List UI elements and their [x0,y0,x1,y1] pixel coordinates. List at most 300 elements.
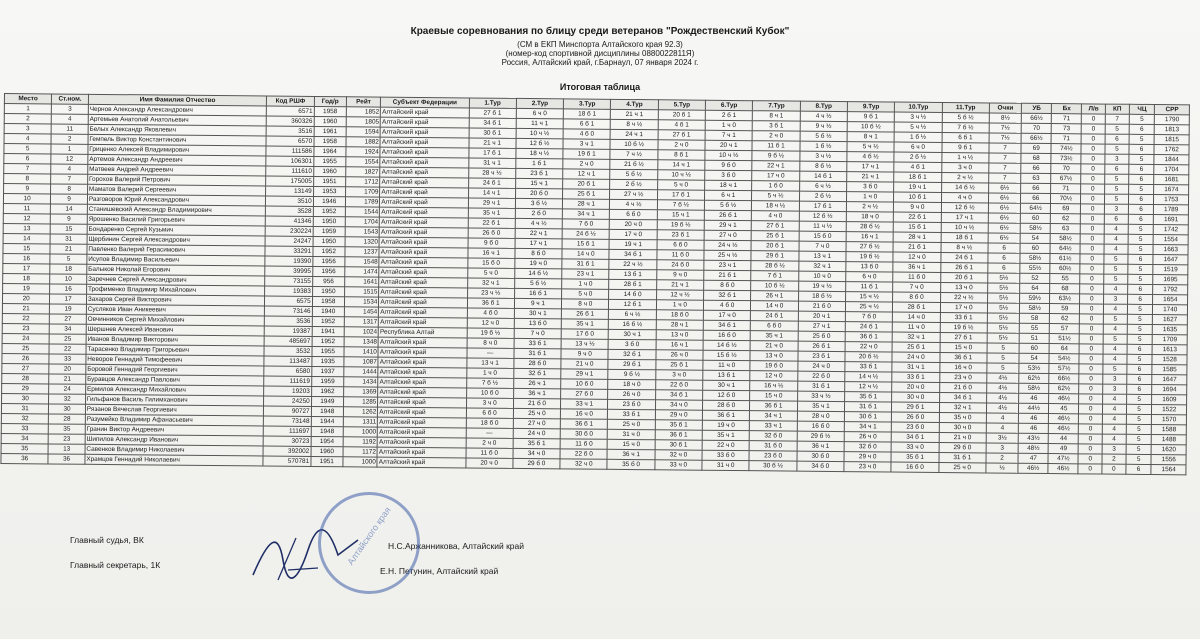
table-cell: 9 б ½ [608,369,655,379]
table-cell: 51½ [1049,334,1079,344]
table-cell: 57 [1050,324,1080,334]
table-cell: 30 б 1 [655,440,702,450]
table-cell: Алтайский край [377,447,465,458]
table-cell: 28 б ½ [846,222,893,232]
table-cell: 1548 [345,257,380,267]
table-cell: 46½ [1049,394,1079,404]
table-cell: 46½ [1018,463,1048,473]
table-cell: 64½ [1050,244,1080,254]
table-cell: 31 [50,234,87,244]
table-cell: 28 б 1 [893,302,940,312]
table-cell: 1961 [314,126,346,136]
table-cell: Алтайский край [380,167,468,178]
table-cell: 21 [2,303,49,313]
table-cell: 6 [988,243,1020,253]
table-cell: 10 ч ½ [941,222,988,232]
table-cell: 8 ч 0 [562,299,609,309]
table-cell: 1960 [314,116,346,126]
table-cell: 3 ч 1 [563,139,610,149]
table-cell: 1949 [311,396,343,406]
table-cell: 5 ч ½ [752,191,799,201]
table-cell: 6580 [264,366,311,376]
table-cell: 14 [3,233,50,243]
table-cell: 8 б 0 [893,292,940,302]
table-cell: 5 [1103,334,1127,344]
table-cell: 16 ч 1 [467,248,514,258]
table-cell: 8½ [989,113,1021,123]
table-cell: 1522 [1152,405,1187,415]
table-cell: 30 б 1 [844,412,891,422]
table-cell: Алтайский край [377,437,465,448]
table-cell: 18 ч ½ [752,201,799,211]
table-cell: Шипилов Александр Иванович [85,434,264,446]
table-cell: Алтайский край [380,177,468,188]
table-cell: 0 [1102,464,1126,474]
table-cell: Ярошенко Василий Григорьевич [87,214,266,226]
table-cell: 14 ч 1 [658,160,705,170]
table-cell: 62 [1051,214,1081,224]
table-cell: 11 б 1 [752,141,799,151]
table-cell: 111586 [266,146,313,156]
table-cell: 32 ч 0 [655,450,702,460]
table-cell: 5½ [988,283,1020,293]
table-cell: 6 [1126,374,1152,384]
table-cell: 6 [1128,174,1154,184]
table-cell: 19 б ½ [657,220,704,230]
table-cell: 32 ч 0 [560,459,607,469]
table-cell: Алтайский край [379,277,467,288]
table-cell: 17 б 0 [561,329,608,339]
table-cell: 32 б 0 [844,442,891,452]
table-cell: 15 ч 1 [515,178,562,188]
table-cell: 4 [1104,234,1128,244]
table-cell: 36 ч 1 [893,262,940,272]
table-cell: 41346 [266,216,313,226]
table-cell: Алтайский край [379,247,467,258]
table-cell: 1935 [312,356,344,366]
table-cell: 5 [987,363,1019,373]
table-cell: 0 [1078,464,1102,474]
table-cell: 15 б 0 [467,258,514,268]
table-cell: 7 ч 0 [799,241,846,251]
table-cell: Алтайский край [378,397,466,408]
table-cell: 5 [1127,274,1153,284]
table-cell: Заречнев Сергей Александрович [87,274,266,286]
table-cell: 21 ч 1 [611,109,658,119]
table-cell: 20 б 1 [563,179,610,189]
table-cell: Трофименко Владимир Михайлович [86,284,265,296]
table-cell: 22 [2,313,49,323]
table-cell: 1564 [1151,465,1186,475]
table-cell: 7 б 0 [562,219,609,229]
table-cell: 0 [1081,194,1105,204]
table-cell: Алтайский край [378,367,466,378]
table-cell: 33 [1,423,48,433]
table-cell: 6 [1128,214,1154,224]
table-cell: 3 [1104,204,1128,214]
table-cell: 6 [1126,384,1152,394]
table-cell: 15 ч 0 [940,342,987,352]
table-cell: 25 б 1 [751,231,798,241]
table-cell: 11 ч 0 [703,360,750,370]
table-cell: 1959 [311,376,343,386]
table-cell: 19 ч 1 [609,239,656,249]
table-cell: 32 ч 1 [892,332,939,342]
table-cell: 1964 [314,146,346,156]
table-cell: 39995 [265,266,312,276]
table-cell: 1641 [345,277,380,287]
subtitle-line: (номер-код спортивной дисциплины 0880022811Я) [505,49,695,58]
table-cell: 22 б 0 [797,371,844,381]
table-cell: 27 ч 0 [513,418,560,428]
table-cell: 1709 [345,187,380,197]
column-header: 5.Тур [658,100,705,110]
table-cell: 1 ч 0 [466,368,513,378]
table-cell: 32 ч 1 [467,278,514,288]
table-cell: 3528 [266,206,313,216]
column-header: 6.Тур [705,100,752,110]
table-cell: 9 [51,194,88,204]
table-cell: 9 б 1 [847,112,894,122]
column-header: УБ [1022,103,1052,113]
table-cell: 5½ [988,273,1020,283]
table-cell: 0 [1078,444,1102,454]
table-cell: 5 [1127,334,1153,344]
table-cell: 20 б 1 [940,272,987,282]
table-cell: 68 [1050,284,1080,294]
table-cell: 6 [1129,144,1155,154]
table-cell: 1951 [313,176,345,186]
table-cell: 14 б ½ [941,183,988,193]
table-cell: 5 [1104,254,1128,264]
table-cell: 17 ч 1 [515,238,562,248]
table-cell: 6 б 0 [610,209,657,219]
table-cell: 90727 [264,406,311,416]
table-cell: 3½ [986,433,1018,443]
table-cell: 30 [2,393,49,403]
table-cell: 28 б ½ [751,261,798,271]
table-cell: 5 [1127,314,1153,324]
table-cell: 14 б ½ [703,340,750,350]
table-cell: 19203 [264,386,311,396]
table-cell: 4 б 0 [563,129,610,139]
table-cell: Бондаренко Сергей Кузьмич [87,224,266,236]
table-cell: 4 б 0 [704,300,751,310]
table-cell: 956 [312,276,344,286]
table-cell: 16 ч 1 [846,232,893,242]
table-cell: 1311 [343,417,378,427]
table-cell: 4 [1103,304,1127,314]
column-header: Субъект Федерации [381,97,469,108]
table-cell: 13 [48,444,85,454]
table-cell: 25 б 1 [563,189,610,199]
table-cell: Иванов Владимир Викторович [86,334,265,346]
table-cell: 35 б 1 [655,420,702,430]
table-cell: Алтайский край [378,337,466,348]
table-cell: 1789 [345,197,380,207]
table-cell: 28 ч 1 [563,199,610,209]
table-cell: 1955 [312,346,344,356]
table-cell: 19383 [265,286,312,296]
table-cell: 28 б 0 [514,358,561,368]
table-cell: 0 [1080,304,1104,314]
table-cell: 3 [1105,154,1129,164]
chief-secretary-label: Главный секретарь, 1К [70,560,161,570]
table-cell: 1369 [344,387,379,397]
table-cell: 1192 [343,437,378,447]
table-cell: 33 б 1 [845,362,892,372]
table-cell: 2 ч ½ [941,173,988,183]
table-cell: 66 [1021,193,1051,203]
table-cell: 5½ [987,313,1019,323]
table-cell: 71 [1051,184,1081,194]
table-cell: 0 [1081,144,1105,154]
table-cell: 3 [1102,444,1126,454]
table-cell: 63 [1021,173,1051,183]
table-cell: 4 б 1 [894,162,941,172]
table-cell: 18 б 1 [894,172,941,182]
table-cell: 7 б 0 [845,312,892,322]
location-date: Россия, Алтайский край, г.Барнаул, 07 января 2024 г. [501,58,699,67]
table-cell: 17 ч 0 [940,302,987,312]
table-cell: 69 [1051,204,1081,214]
table-cell: 5 [1103,364,1127,374]
table-cell: 7 б ½ [657,200,704,210]
table-cell: 1647 [1153,255,1188,265]
table-cell: 9 [51,214,88,224]
table-cell: 5½ [987,293,1019,303]
table-cell: 31 ч 0 [702,460,749,470]
table-cell: 60 [1019,343,1049,353]
table-cell: 6 [1105,134,1129,144]
table-cell: 1960 [313,166,345,176]
table-cell: 34 б 1 [939,392,986,402]
table-cell: 30 б 1 [469,128,516,138]
table-cell: Чернов Александр Александрович [88,104,267,116]
table-cell: 2 [1102,454,1126,464]
table-cell: 5 [1129,154,1155,164]
table-cell: 48½ [1018,443,1048,453]
table-cell: 31 б 1 [844,402,891,412]
column-header: Ст.ном. [52,94,89,104]
table-cell: 15 б 0 [799,231,846,241]
table-cell: 0 [1081,214,1105,224]
table-cell: 6½ [988,203,1020,213]
table-cell: 21 б 1 [893,242,940,252]
table-cell: 31 б 1 [797,381,844,391]
table-cell: 34 [50,324,87,334]
table-cell: 6 ч 0 [894,142,941,152]
table-cell: 59 [1050,304,1080,314]
table-cell: 5 б ½ [610,169,657,179]
table-cell: Алтайский край [379,257,467,268]
table-cell: Алтайский край [379,297,467,308]
table-cell: 18 б 0 [656,310,703,320]
table-cell: 15 [3,243,50,253]
table-cell: 32 б 1 [514,368,561,378]
table-cell: 6 ч 0 [846,272,893,282]
table-cell: 32 ч 1 [939,402,986,412]
table-cell: 66½ [1021,113,1051,123]
table-cell: 1789 [1154,205,1189,215]
table-cell: 22 ч ½ [940,292,987,302]
table-cell: 5 [1126,424,1152,434]
table-cell: 71 [1051,134,1081,144]
table-cell: 2 ч 0 [466,438,513,448]
table-cell: 23 б 0 [749,451,796,461]
table-cell: 1 ч 0 [562,279,609,289]
table-cell: 15 [50,224,87,234]
table-cell: 26 ч 1 [751,291,798,301]
column-header: Год/р [314,96,346,106]
table-cell: Артемов Александр Андреевич [88,154,267,166]
table-cell: 5 ч 0 [562,289,609,299]
table-cell: 4 [1102,414,1126,424]
table-cell: 23 ч 1 [704,260,751,270]
table-cell: 9 [4,184,51,194]
table-cell: 24 ч 0 [892,352,939,362]
table-cell: 4 [52,114,89,124]
table-cell: 22 б 0 [655,380,702,390]
table-cell: Алтайский край [378,417,466,428]
table-cell: 5½ [987,333,1019,343]
table-cell: 1 ч 0 [705,120,752,130]
table-cell: Алтайский край [378,407,466,418]
table-cell: 4 б ½ [847,152,894,162]
table-cell: 51 [1019,333,1049,343]
table-cell: Алтайский край [381,107,469,118]
table-cell: 27 б 1 [658,130,705,140]
column-header: 2.Тур [516,98,563,108]
table-cell: 13 ч ½ [561,339,608,349]
table-cell: 1488 [1152,435,1187,445]
table-cell: ½ [986,463,1018,473]
table-cell: 73155 [265,276,312,286]
table-cell: 60½ [1050,264,1080,274]
table-cell: 19 б ½ [940,322,987,332]
column-header: СРР [1155,105,1190,115]
table-cell: 35 б 1 [891,452,938,462]
table-cell: 21 ч 1 [847,172,894,182]
table-cell: 24 [2,333,49,343]
table-cell: 36 ч 1 [607,449,654,459]
table-cell: 26 б 0 [468,228,515,238]
table-cell: 63½ [1050,294,1080,304]
table-cell: 23 б 1 [798,351,845,361]
table-cell: 2 [4,114,51,124]
table-cell: Станишевский Александр Владимирович [87,204,266,216]
table-cell: Павленко Валерий Герасимович [87,244,266,256]
table-cell: 13 б 1 [609,269,656,279]
column-header: Рейт [346,97,381,107]
table-cell: 35 [49,424,86,434]
table-cell: 6 б 1 [563,119,610,129]
table-cell: 3 ч ½ [800,151,847,161]
table-cell: 28 ч ½ [468,168,515,178]
table-cell: 5 [987,353,1019,363]
table-cell: 9 ч 0 [561,349,608,359]
table-cell: 26 б 1 [561,309,608,319]
table-cell: 16 [3,253,50,263]
table-cell: 26 ч 0 [656,350,703,360]
table-cell: 6 [1128,254,1154,264]
table-cell: 1948 [311,426,343,436]
table-cell: 25 [2,343,49,353]
column-header: 8.Тур [800,101,847,111]
table-cell: 111697 [264,426,311,436]
table-cell: 1434 [344,377,379,387]
table-cell: 10 б 1 [894,192,941,202]
table-cell: 18 б 0 [466,418,513,428]
table-cell: Храмцов Геннадий Николаевич [85,454,264,466]
table-cell: 33 б 1 [608,409,655,419]
table-cell: 5 [1104,264,1128,274]
table-cell: 8 ч ½ [941,242,988,252]
table-cell: 1 [51,144,88,154]
table-cell: 35 ч 1 [561,319,608,329]
table-cell: 12 [3,213,50,223]
table-cell: 68 [1021,153,1051,163]
table-cell: 1348 [344,337,379,347]
table-cell: 1609 [1152,395,1187,405]
table-cell: 8 ч 1 [847,132,894,142]
table-cell: 15 ч 0 [608,439,655,449]
table-cell: 10 б 0 [561,379,608,389]
table-cell: 18 б 1 [941,232,988,242]
table-cell: 1556 [1151,455,1186,465]
table-cell: 34 ч 0 [513,448,560,458]
table-cell: 55 [1019,323,1049,333]
table-cell: 30 [49,404,86,414]
table-cell: 1956 [313,256,345,266]
table-cell: 14 б ½ [515,268,562,278]
table-cell: 24 ч ½ [704,240,751,250]
table-cell: 1944 [311,416,343,426]
table-cell: Гриценко Алексей Владимирович [88,144,267,156]
table-cell: 27 [50,314,87,324]
column-header: ЧЦ [1129,104,1155,114]
table-cell: 13 ч 0 [656,330,703,340]
table-cell: 62½ [1049,384,1079,394]
table-cell: 25 б 1 [656,360,703,370]
table-cell: 26 б 1 [798,341,845,351]
table-cell: 58½ [1020,223,1050,233]
table-cell: 33 ч ½ [797,391,844,401]
table-cell: 19390 [265,256,312,266]
table-cell: 6 [1128,204,1154,214]
table-cell: 27 б 1 [469,108,516,118]
table-cell: 17 б 1 [657,190,704,200]
table-cell: 31 б 0 [749,441,796,451]
table-cell: 3 [52,104,89,114]
table-cell: Алтайский край [378,427,466,438]
table-cell: 15 б 1 [894,222,941,232]
table-cell: 9 ч 0 [894,202,941,212]
table-cell: 1958 [312,296,344,306]
table-cell: 1024 [344,327,379,337]
column-header: КП [1105,104,1129,114]
table-cell: 0 [1079,374,1103,384]
table-cell: 31 ч 1 [468,158,515,168]
table-cell: 11 б 0 [657,250,704,260]
table-cell: 5 [50,254,87,264]
table-cell: 4 ч 0 [752,211,799,221]
table-cell: 11 б 0 [560,439,607,449]
table-cell: 19 б 0 [750,361,797,371]
table-cell: 1654 [1153,295,1188,305]
table-cell: 28 [49,414,86,424]
table-cell: 1952 [312,316,344,326]
